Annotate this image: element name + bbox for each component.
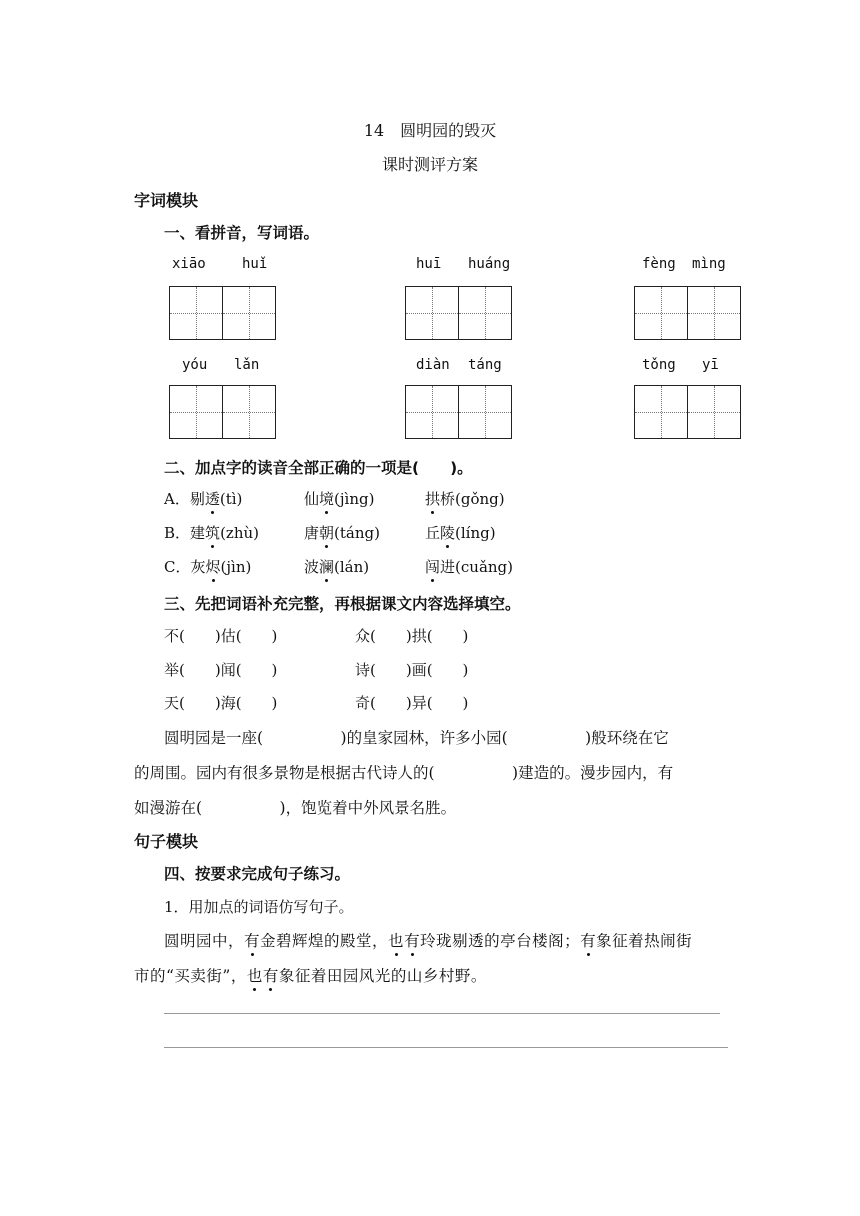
dotted-char: 陵 xyxy=(440,524,456,542)
option-label: C． xyxy=(164,558,191,576)
grid-cell[interactable] xyxy=(169,385,223,439)
pinyin-1a: xiāo xyxy=(172,256,206,272)
pinyin-6a: tǒng xyxy=(642,357,676,373)
sentence-text: 象征着田园风光的山乡村野。 xyxy=(278,967,487,985)
dotted-char: 朝 xyxy=(319,524,335,542)
grid-cell[interactable] xyxy=(458,286,512,340)
dotted-word: 有 xyxy=(404,929,420,951)
answer-line[interactable] xyxy=(164,1047,728,1048)
module-sentences-heading: 句子模块 xyxy=(134,832,199,851)
writing-grid[interactable] xyxy=(634,385,741,439)
word: 丘 xyxy=(425,524,441,542)
option-c-word2 xyxy=(304,556,369,577)
idiom-fill[interactable]: 奇( )异( ) xyxy=(355,694,469,712)
option-c[interactable] xyxy=(164,556,251,577)
word: 唐 xyxy=(304,524,320,542)
section3-heading: 三、先把词语补充完整，再根据课文内容选择填空。 xyxy=(164,595,521,613)
pinyin-4a: yóu xyxy=(182,357,208,373)
grid-cell[interactable] xyxy=(687,385,741,439)
dotted-word: 有 xyxy=(580,929,596,951)
grid-cell[interactable] xyxy=(169,286,223,340)
option-b-word2 xyxy=(304,522,380,543)
grid-cell[interactable] xyxy=(222,286,276,340)
grid-cell[interactable] xyxy=(222,385,276,439)
dotted-char: 闯 xyxy=(425,558,441,576)
option-a-word2 xyxy=(304,488,374,509)
writing-grid[interactable] xyxy=(634,286,741,340)
dotted-word: 有 xyxy=(263,964,279,986)
pinyin-reading: (tì) xyxy=(219,490,243,508)
pinyin-reading: (táng) xyxy=(334,524,380,542)
idiom-fill[interactable]: 不( )估( ) xyxy=(164,627,278,645)
writing-grid[interactable] xyxy=(169,286,276,340)
fill-paragraph-line2[interactable]: 的周围。园内有很多景物是根据古代诗人的( )建造的。漫步园内，有 xyxy=(134,764,674,782)
pinyin-3a: fèng xyxy=(642,256,676,272)
fill-paragraph-line3[interactable]: 如漫游在( )，饱览着中外风景名胜。 xyxy=(134,799,457,817)
example-sentence-line2 xyxy=(134,964,487,986)
option-a-word3 xyxy=(425,488,505,509)
dotted-char: 境 xyxy=(319,490,335,508)
sentence-text: 金碧辉煌的殿堂， xyxy=(260,932,389,950)
dotted-char: 拱 xyxy=(425,490,441,508)
pinyin-reading: (jìn) xyxy=(220,558,252,576)
grid-cell[interactable] xyxy=(405,286,459,340)
word: 仙 xyxy=(304,490,320,508)
sentence-text: 象征着热闹街 xyxy=(596,932,693,950)
pinyin-5b: táng xyxy=(468,357,502,373)
dotted-word: 有 xyxy=(244,929,260,951)
sentence-text: 市的“买卖街”， xyxy=(134,967,247,985)
grid-cell[interactable] xyxy=(634,385,688,439)
option-b-word3 xyxy=(425,522,496,543)
section2-heading: 二、加点字的读音全部正确的一项是( )。 xyxy=(164,459,473,477)
word: 桥 xyxy=(440,490,456,508)
pinyin-reading: (cuǎng) xyxy=(455,558,514,576)
pinyin-2b: huáng xyxy=(468,256,511,272)
pinyin-1b: huǐ xyxy=(242,256,268,272)
pinyin-reading: (líng) xyxy=(455,524,496,542)
question-1: 1．用加点的词语仿写句子。 xyxy=(164,898,354,916)
word: 波 xyxy=(304,558,320,576)
grid-cell[interactable] xyxy=(405,385,459,439)
word: 剔 xyxy=(189,490,205,508)
option-a[interactable] xyxy=(164,488,242,509)
word: 进 xyxy=(440,558,456,576)
sentence-text: 圆明园中， xyxy=(164,932,245,950)
writing-grid[interactable] xyxy=(169,385,276,439)
writing-grid[interactable] xyxy=(405,385,512,439)
grid-cell[interactable] xyxy=(634,286,688,340)
dotted-char: 筑 xyxy=(205,524,221,542)
pinyin-2a: huī xyxy=(416,256,442,272)
idiom-fill[interactable]: 诗( )画( ) xyxy=(355,661,469,679)
dotted-word: 也 xyxy=(247,964,263,986)
option-c-word3 xyxy=(425,556,513,577)
module-words-heading: 字词模块 xyxy=(134,191,199,210)
example-sentence-line1 xyxy=(164,929,692,951)
dotted-char: 透 xyxy=(204,490,220,508)
pinyin-reading: (jìng) xyxy=(334,490,375,508)
idiom-fill[interactable]: 举( )闻( ) xyxy=(164,661,278,679)
answer-line[interactable] xyxy=(164,1013,720,1014)
grid-cell[interactable] xyxy=(458,385,512,439)
grid-cell[interactable] xyxy=(687,286,741,340)
idiom-fill[interactable]: 众( )拱( ) xyxy=(355,627,469,645)
option-label: A． xyxy=(164,490,190,508)
word: 灰 xyxy=(190,558,206,576)
option-b[interactable] xyxy=(164,522,259,543)
dotted-char: 澜 xyxy=(319,558,335,576)
option-label: B． xyxy=(164,524,191,542)
dotted-char: 烬 xyxy=(205,558,221,576)
pinyin-5a: diàn xyxy=(416,357,450,373)
section4-heading: 四、按要求完成句子练习。 xyxy=(164,865,351,883)
pinyin-4b: lǎn xyxy=(234,357,260,373)
pinyin-3b: mìng xyxy=(692,256,726,272)
word: 建 xyxy=(190,524,206,542)
pinyin-reading: (lán) xyxy=(334,558,370,576)
pinyin-reading: (gǒng) xyxy=(455,490,505,508)
fill-paragraph-line1[interactable]: 圆明园是一座( )的皇家园林，许多小园( )般环绕在它 xyxy=(164,729,669,747)
sentence-text: 玲珑剔透的亭台楼阁； xyxy=(420,932,581,950)
section1-heading: 一、看拼音，写词语。 xyxy=(164,224,320,242)
dotted-word: 也 xyxy=(388,929,404,951)
page-title: 14 圆明园的毁灭 xyxy=(363,121,497,140)
pinyin-reading: (zhù) xyxy=(220,524,259,542)
pinyin-6b: yī xyxy=(702,357,719,373)
idiom-fill[interactable]: 天( )海( ) xyxy=(164,694,278,712)
page-subtitle: 课时测评方案 xyxy=(381,155,478,174)
writing-grid[interactable] xyxy=(405,286,512,340)
